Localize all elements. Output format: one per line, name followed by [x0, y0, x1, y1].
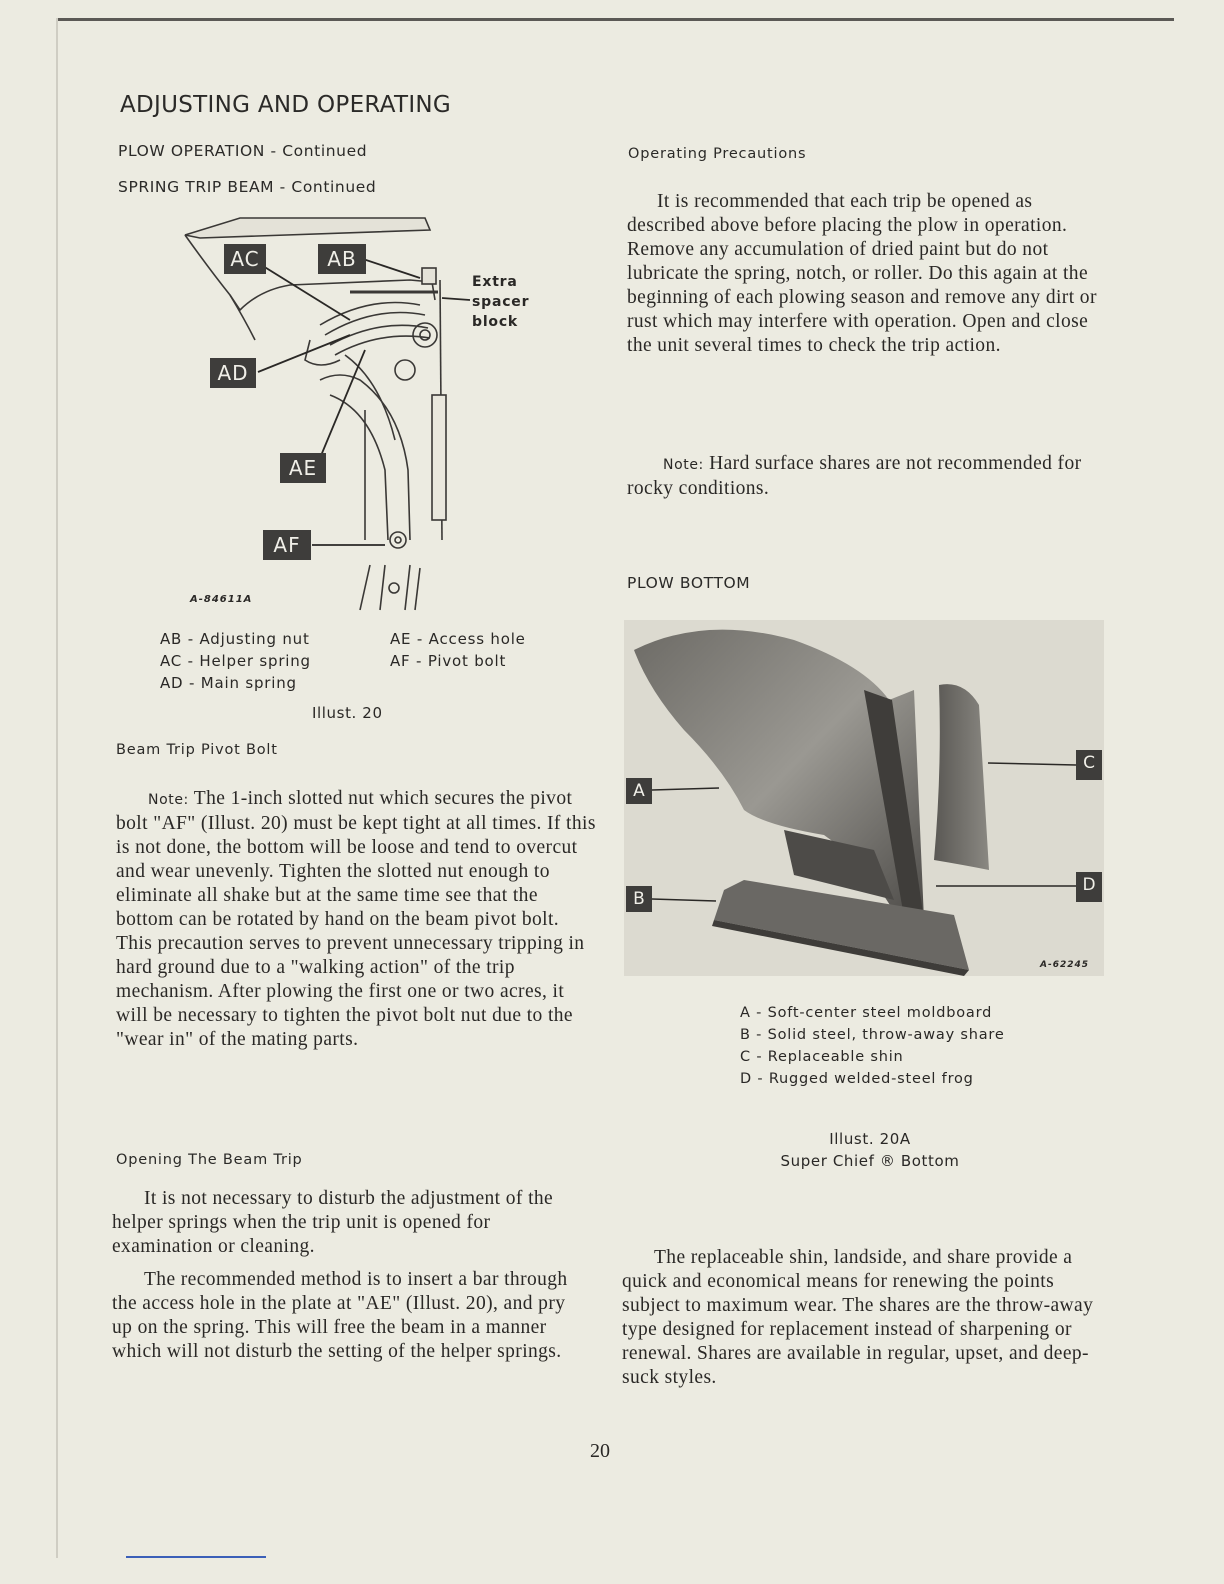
legend-item: AB - Adjusting nut: [160, 630, 310, 648]
tag-ad: AD: [210, 358, 256, 388]
heading-operating-precautions: Operating Precautions: [628, 146, 807, 162]
legend-item: C - Replaceable shin: [740, 1049, 904, 1065]
precautions-note-text: Hard surface shares are not recommended for rocky conditions.: [627, 453, 1082, 499]
page-number: 20: [590, 1440, 610, 1462]
beam-trip-text: The 1-inch slotted nut which secures the pivot bolt "AF" (Illust. 20) must be kept tight at all times. If this is not done, the bottom will be loose and tend to overcut and wear unevenly. Tighten the slotted nut enough to eliminate all shake but at the same time see that the bottom can be rotated by hand on the beam pivot bolt. This precaution serves to prevent unnecessary tripping in hard ground due to a "walking action" of the trip mechanism. After plowing the first one or two acres, it will be necessary to tighten the pivot bolt nut due to the "wear in" of the mating parts.: [116, 788, 596, 1050]
tag-c: C: [1076, 750, 1102, 780]
subtitle-spring-trip-beam: SPRING TRIP BEAM - Continued: [118, 178, 377, 196]
illust-20-figure: [170, 210, 550, 620]
page-left-edge: [56, 18, 58, 1558]
caption-line-1: Illust. 20A: [829, 1130, 911, 1148]
caption-line-2: Super Chief ® Bottom: [780, 1152, 960, 1170]
illust-20-caption: Illust. 20: [312, 704, 383, 722]
tag-d: D: [1076, 872, 1102, 902]
illust-20-legend-right: [390, 628, 526, 672]
tag-af: AF: [263, 530, 311, 560]
legend-item: D - Rugged welded-steel frog: [740, 1071, 974, 1087]
page-top-edge: [58, 18, 1174, 21]
tag-ae: AE: [280, 453, 326, 483]
tag-a: A: [626, 778, 652, 804]
legend-item: AF - Pivot bolt: [390, 652, 507, 670]
plow-bottom-paragraph: The replaceable shin, landside, and share provide a quick and economical means for renewing the points subject to maximum wear. The shares are the throw-away type designed for replacement instead of sharpening or renewal. Shares are available in regular, upset, and deep-suck styles.: [622, 1247, 1094, 1388]
opening-paragraph-1: It is not necessary to disturb the adjustment of the helper springs when the trip unit is opened for examination or cleaning.: [112, 1188, 554, 1257]
plow-bottom-part-no: A-62245: [1040, 960, 1090, 970]
photo-leader-lines: [624, 620, 1104, 976]
precautions-note: [627, 452, 1087, 501]
callout-extra-spacer-block: Extra spacer block: [472, 274, 530, 330]
section-title: ADJUSTING AND OPERATING: [120, 92, 452, 118]
illust-20-part-no: A-84611A: [190, 594, 253, 605]
subtitle-plow-operation: PLOW OPERATION - Continued: [118, 142, 368, 160]
tag-ac: AC: [224, 244, 266, 274]
legend-item: B - Solid steel, throw-away share: [740, 1027, 1005, 1043]
opening-paragraph-2: The recommended method is to insert a bar through the access hole in the plate at "AE" (Illust. 20), and pry up on the spring. This will free the beam in a manner which will not disturb the setting of the helper springs.: [112, 1269, 568, 1362]
blue-scan-line: [126, 1556, 266, 1558]
note-label: Note:: [148, 792, 189, 808]
plow-bottom-legend: [740, 1002, 1005, 1090]
legend-item: AD - Main spring: [160, 674, 297, 692]
tag-b: B: [626, 886, 652, 912]
heading-beam-trip-pivot-bolt: Beam Trip Pivot Bolt: [116, 742, 278, 758]
heading-opening-beam-trip: Opening The Beam Trip: [116, 1152, 303, 1168]
note-label: Note:: [663, 457, 704, 473]
legend-item: AE - Access hole: [390, 630, 526, 648]
tag-ab: AB: [318, 244, 366, 274]
illust-20-legend-left: [160, 628, 311, 694]
heading-plow-bottom: PLOW BOTTOM: [627, 574, 751, 592]
plow-bottom-photo: [624, 620, 1104, 976]
illust-20a-caption: [740, 1128, 1000, 1172]
beam-trip-paragraph: [116, 787, 596, 1052]
precautions-paragraph: It is recommended that each trip be opened as described above before placing the plow in operation. Remove any accumulation of dried paint but do not lubricate the spring, notch, or roller. Do this again at the beginning of each plowing season and remove any dirt or rust which may interfere with operation. Open and close the unit several times to check the trip action.: [627, 191, 1097, 356]
legend-item: A - Soft-center steel moldboard: [740, 1005, 993, 1021]
legend-item: AC - Helper spring: [160, 652, 311, 670]
